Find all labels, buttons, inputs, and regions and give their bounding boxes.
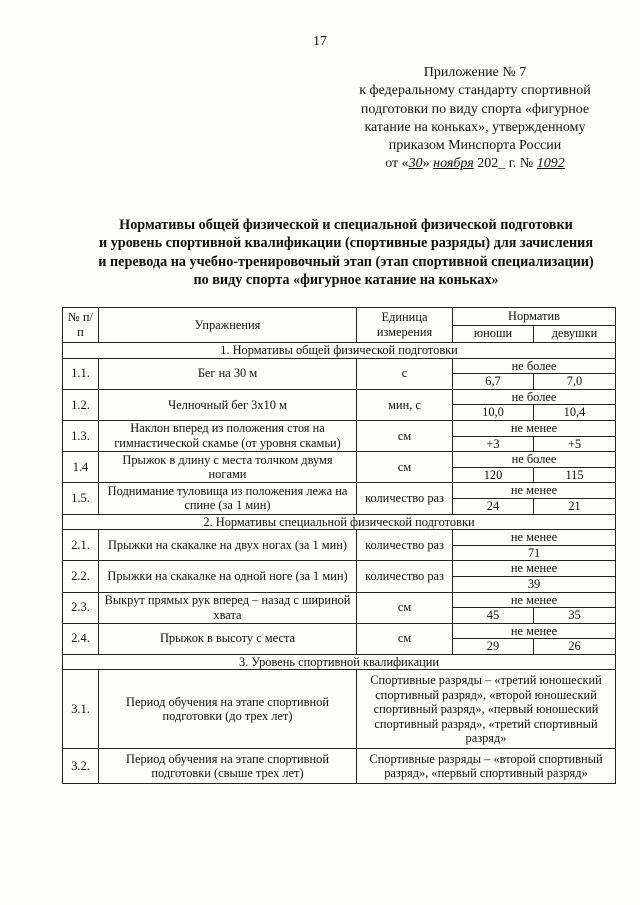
row-unit: см: [357, 623, 453, 654]
row-num: 1.3.: [63, 420, 99, 451]
row-qualification: Спортивные разряды – «третий юношеский спортивный разряд», «второй юношеский спортивный разряд», «первый юношеский спортивный разряд», «третий спортивный разряд»: [357, 670, 616, 749]
table-row: [63, 623, 616, 639]
row-boys: 29: [453, 639, 534, 655]
row-unit: см: [357, 452, 453, 483]
row-condition: не менее: [453, 623, 616, 639]
row-condition: не более: [453, 452, 616, 468]
order-line: [330, 155, 620, 173]
row-num: 2.1.: [63, 530, 99, 561]
row-num: 3.1.: [63, 670, 99, 749]
row-num: 1.2.: [63, 389, 99, 420]
row-boys: 24: [453, 498, 534, 514]
title-line: Нормативы общей физической и специальной физической подготовки: [119, 217, 573, 233]
row-name: Выкрут прямых рук вперед – назад с шириной хвата: [99, 592, 357, 623]
header-boys: юноши: [453, 325, 534, 343]
row-unit: количество раз: [357, 483, 453, 514]
row-condition: не более: [453, 389, 616, 405]
row-name: Прыжок в высоту с места: [99, 623, 357, 654]
row-girls: 115: [534, 467, 616, 483]
order-day: 30: [408, 156, 423, 172]
row-condition: не более: [453, 358, 616, 374]
row-boys: 6,7: [453, 374, 534, 390]
title-line: и перевода на учебно-тренировочный этап (этап спортивной специализации): [98, 253, 594, 270]
page-number: 17: [313, 34, 327, 49]
row-girls: 21: [534, 498, 616, 514]
section-row: [63, 514, 616, 530]
section-title: 2. Нормативы специальной физической подготовки: [63, 514, 616, 530]
row-qualification: Спортивные разряды – «второй спортивный разряд», «первый спортивный разряд»: [357, 749, 616, 784]
row-name: Бег на 30 м: [99, 358, 357, 389]
header-exercise: Упражнения: [99, 308, 357, 343]
row-name: Прыжки на скакалке на одной ноге (за 1 мин): [99, 561, 357, 592]
row-name: Наклон вперед из положения стоя на гимнастической скамье (от уровня скамьи): [99, 420, 357, 451]
order-month: ноября: [433, 156, 474, 172]
row-num: 1.4: [63, 452, 99, 483]
row-girls: 35: [534, 608, 616, 624]
table-row: [63, 561, 616, 577]
table-row: [63, 420, 616, 436]
title-line: и уровень спортивной квалификации (спортивные разряды) для зачисления: [98, 235, 593, 252]
section-row: [63, 343, 616, 359]
table-row: [63, 530, 616, 546]
row-name: Прыжок в длину с места толчком двумя ногами: [99, 452, 357, 483]
table-row: [63, 670, 616, 749]
row-girls: 7,0: [534, 374, 616, 390]
norms-table: [62, 307, 616, 784]
row-boys: 45: [453, 608, 534, 624]
row-name: Период обучения на этапе спортивной подготовки (свыше трех лет): [99, 749, 357, 784]
row-unit: количество раз: [357, 530, 453, 561]
row-both: 39: [453, 576, 616, 592]
order-number: 1092: [536, 156, 565, 172]
table-row: [63, 358, 616, 374]
title-line: по виду спорта «фигурное катание на коньках»: [193, 272, 499, 289]
row-num: 2.4.: [63, 623, 99, 654]
row-unit: см: [357, 592, 453, 623]
table-header-row: [63, 308, 616, 326]
header-girls: девушки: [534, 325, 616, 343]
row-num: 1.5.: [63, 483, 99, 514]
appendix-line: к федеральному стандарту спортивной: [359, 83, 591, 99]
row-unit: количество раз: [357, 561, 453, 592]
row-condition: не менее: [453, 592, 616, 608]
row-girls: 26: [534, 639, 616, 655]
row-girls: 10,4: [534, 405, 616, 421]
row-condition: не менее: [453, 483, 616, 499]
row-unit: с: [357, 358, 453, 389]
row-both: 71: [453, 545, 616, 561]
row-boys: 120: [453, 467, 534, 483]
appendix-line: приказом Минспорта России: [388, 138, 562, 154]
row-condition: не менее: [453, 561, 616, 577]
row-boys: +3: [453, 436, 534, 452]
appendix-title: Приложение № 7: [423, 65, 527, 80]
appendix-line: катание на коньках», утвержденному: [364, 119, 586, 135]
table-row: [63, 483, 616, 499]
order-year: 202_ г. №: [477, 156, 534, 172]
row-condition: не менее: [453, 530, 616, 546]
order-day-close: »: [422, 156, 430, 172]
table-row: [63, 389, 616, 405]
row-name: Поднимание туловища из положения лежа на спине (за 1 мин): [99, 483, 357, 514]
section-row: [63, 654, 616, 670]
row-unit: мин, с: [357, 389, 453, 420]
appendix-block: [330, 64, 620, 174]
row-name: Период обучения на этапе спортивной подготовки (до трех лет): [99, 670, 357, 749]
row-boys: 10,0: [453, 405, 534, 421]
table-row: [63, 452, 616, 468]
header-norm: Норматив: [453, 308, 616, 326]
row-unit: см: [357, 420, 453, 451]
table-row: [63, 749, 616, 784]
row-num: 2.3.: [63, 592, 99, 623]
row-name: Челночный бег 3х10 м: [99, 389, 357, 420]
header-num: № п/п: [63, 308, 99, 343]
row-name: Прыжки на скакалке на двух ногах (за 1 мин): [99, 530, 357, 561]
table-row: [63, 592, 616, 608]
row-num: 3.2.: [63, 749, 99, 784]
row-condition: не менее: [453, 420, 616, 436]
order-prefix: от «: [385, 156, 409, 172]
document-title: [70, 216, 622, 290]
row-num: 2.2.: [63, 561, 99, 592]
appendix-line: подготовки по виду спорта «фигурное: [360, 101, 590, 117]
row-num: 1.1.: [63, 358, 99, 389]
header-unit: Единица измерения: [357, 308, 453, 343]
row-girls: +5: [534, 436, 616, 452]
section-title: 1. Нормативы общей физической подготовки: [63, 343, 616, 359]
section-title: 3. Уровень спортивной квалификации: [63, 654, 616, 670]
